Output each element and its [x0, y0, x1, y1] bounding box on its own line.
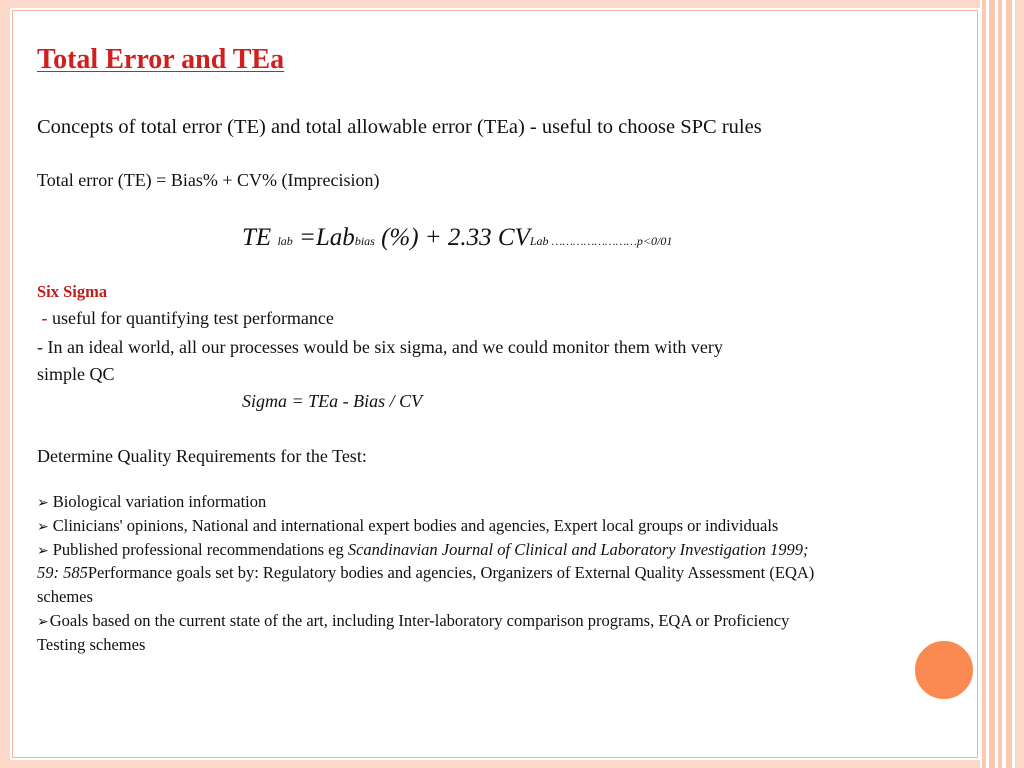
slide-title: Total Error and TEa	[37, 44, 285, 75]
decorative-stripes	[980, 0, 1024, 768]
requirement-item-4-cont: Testing schemes	[37, 635, 146, 654]
six-sigma-heading: Six Sigma	[37, 282, 108, 301]
journal-citation-cont: 59: 585	[37, 563, 88, 582]
formula-rest: (%) + 2.33 CV	[374, 224, 530, 251]
frame-bottom-border	[0, 760, 1024, 768]
six-sigma-bullet-2-cont: simple QC	[37, 364, 115, 384]
requirement-item-1	[37, 492, 266, 512]
formula-bias-subscript: bias	[354, 234, 375, 248]
requirement-item-2	[37, 516, 778, 536]
requirement-item-4	[37, 611, 789, 631]
bullet-dash: -	[41, 308, 48, 328]
requirement-item-3	[37, 540, 808, 560]
formula-eq-lab: =Lab	[299, 224, 355, 251]
te-lab-formula	[242, 224, 672, 252]
arrow-bullet-icon: ➢	[37, 544, 49, 559]
requirement-4-text: Goals based on the current state of the art, including Inter-laboratory comparison programs, EQA or Proficiency	[49, 611, 790, 630]
requirement-item-3-cont	[37, 563, 814, 583]
sigma-formula: Sigma = TEa - Bias / CV	[242, 391, 423, 411]
bullet-1-text: useful for quantifying test performance	[47, 308, 334, 328]
arrow-bullet-icon: ➢	[37, 520, 49, 535]
formula-lab-subscript-2: Lab	[529, 234, 549, 248]
formula-te: TE	[242, 224, 272, 251]
six-sigma-bullet-1	[37, 308, 334, 329]
frame-left-border	[0, 0, 10, 768]
arrow-bullet-icon: ➢	[37, 615, 49, 630]
arrow-bullet-icon: ➢	[37, 496, 49, 511]
orange-circle-decoration	[913, 639, 975, 701]
concepts-text: Concepts of total error (TE) and total allowable error (TEa) - useful to choose SPC rules	[37, 116, 762, 138]
requirement-3-prefix: Published professional recommendations eg	[52, 540, 348, 559]
requirement-item-3-end: schemes	[37, 587, 93, 606]
formula-lab-subscript: lab	[277, 234, 293, 248]
formula-tail: ……………………p<0/01	[548, 234, 673, 248]
six-sigma-bullet-2: - In an ideal world, all our processes would be six sigma, and we could monitor them with very	[37, 337, 723, 357]
journal-citation: Scandinavian Journal of Clinical and Laboratory Investigation 1999;	[347, 540, 809, 559]
te-definition: Total error (TE) = Bias% + CV% (Imprecision)	[37, 170, 380, 190]
determine-heading: Determine Quality Requirements for the Test:	[37, 446, 367, 466]
requirement-3-rest: Performance goals set by: Regulatory bodies and agencies, Organizers of External Quality Assessment (EQA)	[87, 563, 815, 582]
requirement-2-text: Clinicians' opinions, National and international expert bodies and agencies, Expert local groups or individuals	[52, 516, 779, 535]
frame-top-border	[0, 0, 1024, 8]
requirement-1-text: Biological variation information	[52, 492, 267, 511]
